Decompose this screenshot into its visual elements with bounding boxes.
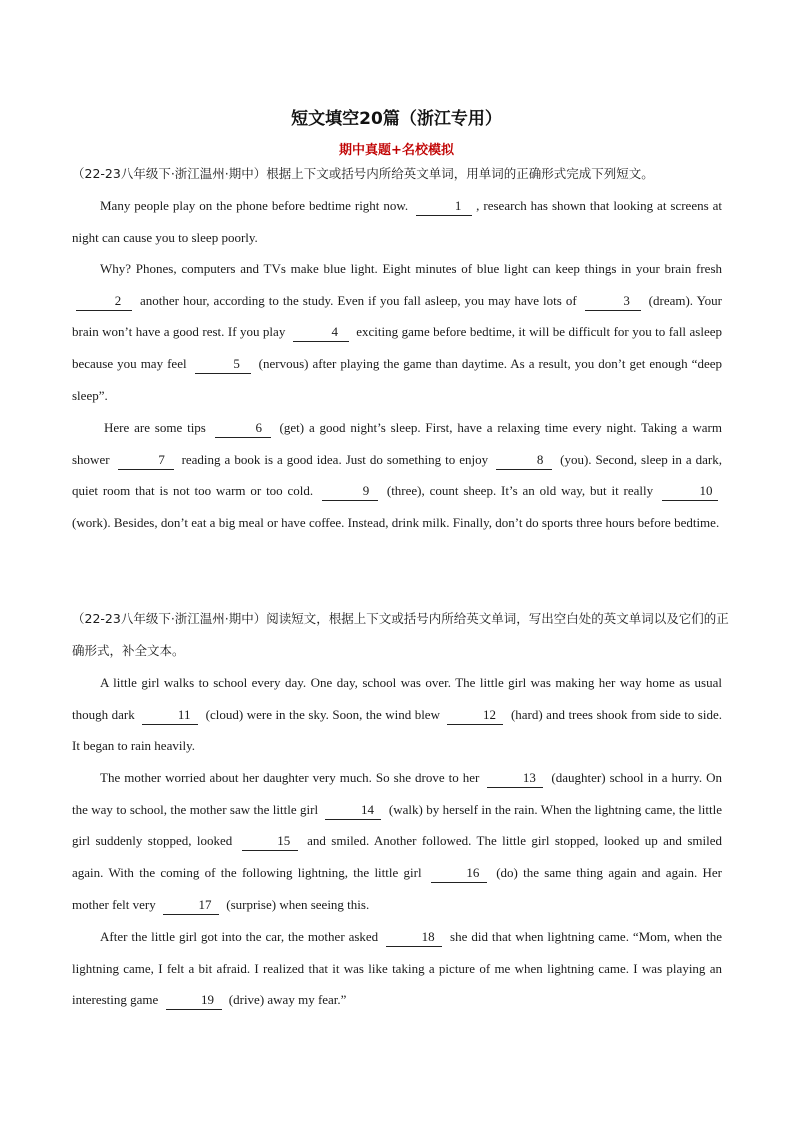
blank-8[interactable]: 8 [496, 452, 552, 470]
blank-3[interactable]: 3 [585, 293, 641, 311]
blank-14[interactable]: 14 [325, 802, 381, 820]
blank-13[interactable]: 13 [487, 770, 543, 788]
text-segment: (work). Besides, don’t eat a big meal or have coffee. Instead, drink milk. Finally, don’t do sports three hours before bedtime. [72, 515, 720, 531]
section1-paragraph-1 [72, 190, 722, 253]
text-segment: (hard) and trees shook from side to side. It began to rain heavily. [72, 706, 722, 754]
text-segment: (walk) by herself in the rain. When the lightning came, the little girl suddenly stopped, looked [72, 801, 722, 849]
text-segment: (dream). Your brain won’t have a good rest. If you play [72, 292, 722, 340]
section2-paragraph-3 [72, 921, 722, 1016]
page-title: 短文填空20篇（浙江专用） [291, 109, 502, 129]
text-segment: (drive) away my fear.” [225, 992, 347, 1008]
blank-12[interactable]: 12 [447, 707, 503, 725]
text-segment: Here are some tips [104, 420, 211, 435]
section2-instruction: （22-23八年级下·浙江温州·期中）阅读短文，根据上下文或括号内所给英文单词，写出空白处的英文单词以及它们的正确形式，补全文本。 [72, 611, 729, 658]
text-segment: (surprise) when seeing this. [223, 896, 370, 912]
blank-15[interactable]: 15 [242, 833, 298, 851]
blank-7[interactable]: 7 [118, 452, 174, 470]
text-segment: Many people play on the phone before bedtime right now. [100, 198, 413, 213]
blank-16[interactable]: 16 [431, 865, 487, 883]
blank-1[interactable]: 1 [416, 198, 472, 216]
blank-10[interactable]: 10 [662, 483, 718, 501]
text-segment: The mother worried about her daughter very much. So she drove to her [100, 770, 484, 785]
text-segment: (three), count sheep. It’s an old way, but it really [382, 483, 658, 499]
section2-paragraph-1 [72, 667, 722, 762]
text-segment: another hour, according to the study. Even if you fall asleep, you may have lots of [136, 292, 581, 308]
blank-2[interactable]: 2 [76, 293, 132, 311]
text-segment: (cloud) were in the sky. Soon, the wind blew [202, 706, 444, 722]
text-segment: After the little girl got into the car, the mother asked [100, 929, 383, 944]
blank-4[interactable]: 4 [293, 324, 349, 342]
section2-paragraph-2 [72, 762, 722, 921]
text-segment: (daughter) school in a hurry. On the way to school, the mother saw the little girl [72, 770, 722, 817]
section1-paragraph-2 [72, 253, 722, 412]
blank-5[interactable]: 5 [195, 356, 251, 374]
blank-9[interactable]: 9 [322, 483, 378, 501]
blank-17[interactable]: 17 [163, 897, 219, 915]
text-segment: , research has shown that looking at screens at night can cause you to sleep poorly. [72, 198, 723, 245]
text-segment: (get) a good night’s sleep. First, have a relaxing time every night. Taking a warm shower [72, 420, 722, 467]
text-segment: (nervous) after playing the game than daytime. As a result, you don’t get enough “deep sleep”. [72, 356, 722, 403]
blank-6[interactable]: 6 [215, 420, 271, 438]
text-segment: and smiled. Another followed. The little girl stopped, looked up and smiled again. With the coming of the following lightning, the little girl [72, 833, 722, 881]
section1-instruction: （22-23八年级下·浙江温州·期中）根据上下文或括号内所给英文单词，用单词的正确形式完成下列短文。 [72, 166, 654, 181]
text-segment: (you). Second, sleep in a dark, quiet room that is not too warm or too cold. [72, 451, 723, 499]
text-segment: exciting game before bedtime, it will be difficult for you to fall asleep because you may feel [72, 324, 722, 372]
blank-11[interactable]: 11 [142, 707, 198, 725]
text-segment: Why? Phones, computers and TVs make blue light. Eight minutes of blue light can keep things in your brain fresh [100, 261, 722, 276]
blank-19[interactable]: 19 [166, 992, 222, 1010]
page-subtitle: 期中真题+名校模拟 [339, 143, 454, 158]
text-segment: (do) the same thing again and again. Her mother felt very [72, 865, 722, 912]
blank-18[interactable]: 18 [386, 929, 442, 947]
text-segment: A little girl walks to school every day. One day, school was over. The little girl was making her way home as usual though dark [72, 675, 722, 722]
text-segment: reading a book is a good idea. Just do something to enjoy [177, 451, 493, 467]
section1-paragraph-3 [72, 412, 722, 539]
text-segment: she did that when lightning came. “Mom, when the lightning came, I felt a bit afraid. I realized that it was like taking a picture of me when lightning came. I was playing an interesting game [72, 929, 722, 1008]
